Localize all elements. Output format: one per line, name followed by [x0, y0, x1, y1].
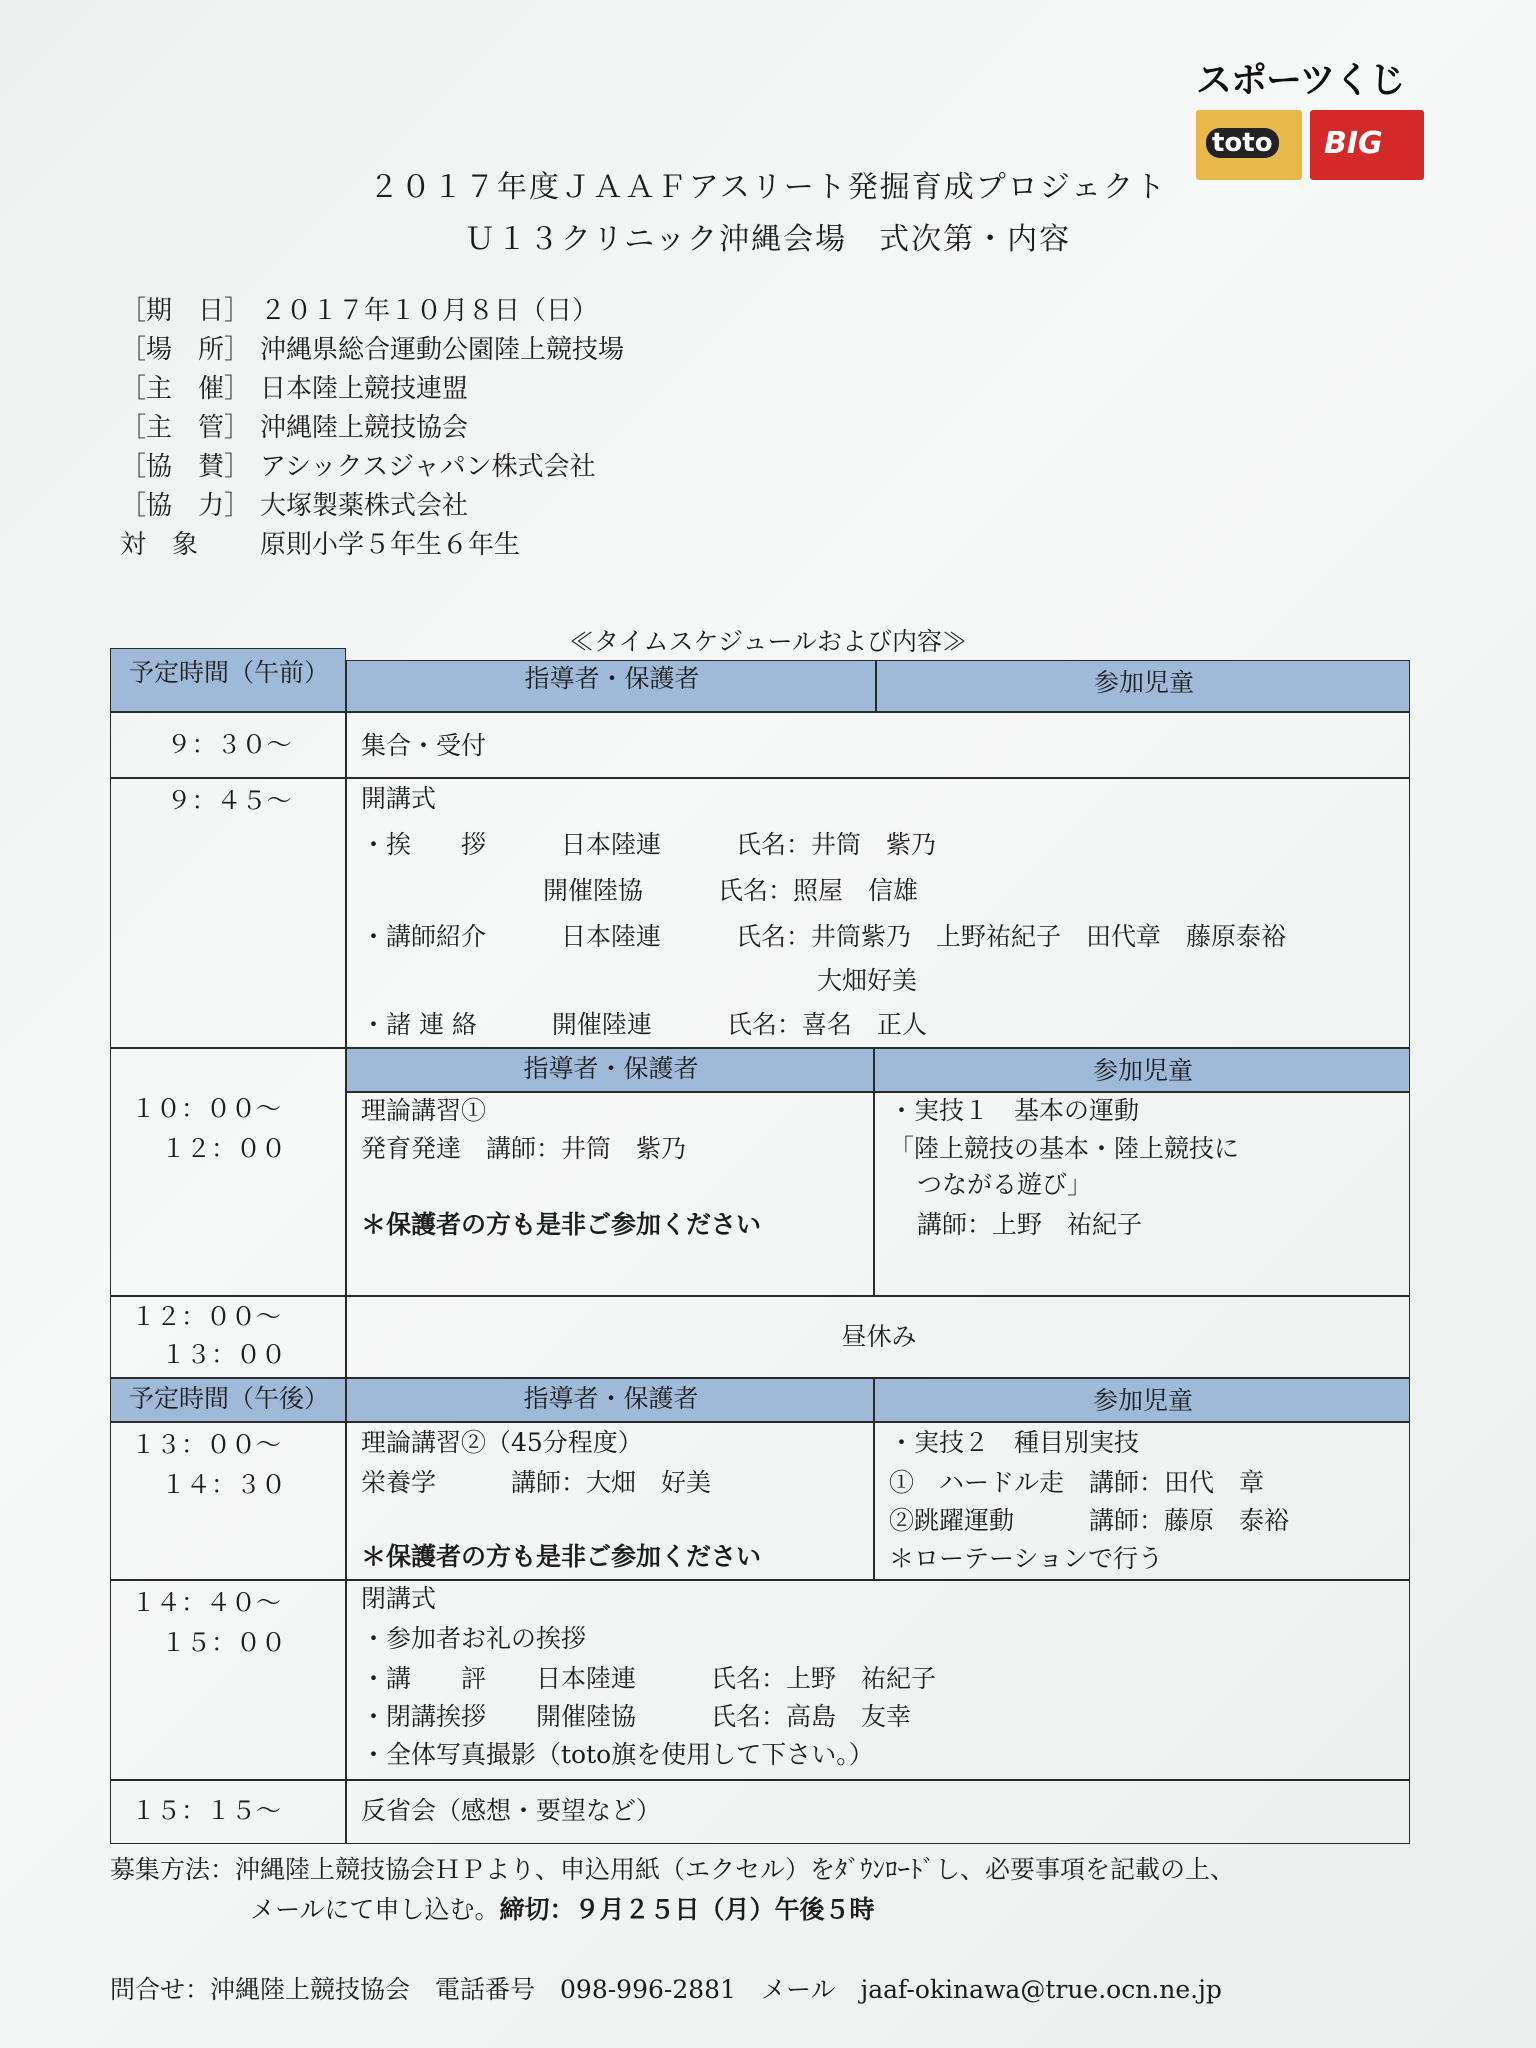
recruit-method: 募集方法：沖縄陸上競技協会ＨＰより、申込用紙（エクセル）をﾀﾞｳﾝﾛｰﾄﾞし、必要事項を記載の上、 [110, 1855, 1236, 1884]
info-value: 沖縄陸上競技協会 [260, 413, 469, 443]
schedule-title: ≪タイムスケジュールおよび内容≫ [568, 627, 967, 656]
guardians-line: 栄養学 講師：大畑 好美 [361, 1468, 712, 1497]
info-organizer [120, 370, 624, 409]
guardians-line: 理論講習① [361, 1096, 487, 1125]
children-line: ＊ローテーションで行う [889, 1544, 1164, 1573]
row-content-closing [346, 1580, 1410, 1780]
time-text: １３：００～ [131, 1430, 282, 1459]
time-text: １０：００～ [131, 1094, 282, 1123]
children-line: ・実技２ 種目別実技 [889, 1428, 1140, 1457]
big-label: BIG [1324, 126, 1383, 161]
info-value: 沖縄県総合運動公園陸上競技場 [260, 335, 625, 365]
time-text: １５：１５～ [131, 1796, 282, 1825]
info-label: ［協 力］ [120, 491, 251, 521]
info-label: ［主 催］ [120, 374, 251, 404]
row-content-opening [346, 778, 1410, 1048]
opening-line: ・講師紹介 日本陸連 氏名：井筒紫乃 上野祐紀子 田代章 藤原泰裕 [361, 922, 1287, 951]
row-content-lunch [346, 1296, 1410, 1378]
guardians-line: 発育発達 講師：井筒 紫乃 [361, 1134, 687, 1163]
children-line: 講師：上野 祐紀子 [917, 1210, 1143, 1239]
contact-info: 問合せ：沖縄陸上競技協会 電話番号 098-996-2881 メール jaaf-okinawa@true.ocn.ne.jp [110, 1975, 1222, 2004]
header-time-pm [110, 1378, 346, 1422]
event-info [120, 292, 624, 565]
time-text: ９：４５～ [166, 786, 292, 815]
info-label: ［主 管］ [120, 413, 251, 443]
closing-line: ・閉講挨拶 開催陸協 氏名：高島 友幸 [361, 1702, 912, 1731]
row-time [110, 712, 346, 778]
guardians-cell [346, 1422, 874, 1580]
closing-title: 閉講式 [361, 1584, 437, 1613]
info-value: アシックスジャパン株式会社 [260, 452, 596, 482]
subheader-label: 参加児童 [1092, 1386, 1193, 1415]
document-title: ２０１７年度ＪＡＡＦアスリート発掘育成プロジェクト [368, 170, 1168, 205]
info-sponsor [120, 448, 624, 487]
info-label: ［期 日］ [120, 296, 251, 326]
row-time [110, 778, 346, 1048]
recruit-method-2 [250, 1890, 875, 1926]
header-guardians [346, 660, 876, 712]
subheader-label: 指導者・保護者 [523, 1054, 699, 1083]
subheader-guardians [346, 1048, 874, 1092]
children-line: ① ハードル走 講師：田代 章 [889, 1468, 1265, 1497]
time-text: １２：００ [161, 1134, 287, 1163]
schedule-table [110, 648, 1410, 1844]
info-date [120, 292, 624, 331]
row-time [110, 1580, 346, 1780]
closing-line: ・参加者お礼の挨拶 [361, 1624, 587, 1653]
children-cell [874, 1422, 1410, 1580]
header-guardians-label: 指導者・保護者 [524, 664, 700, 693]
subheader-guardians [346, 1378, 874, 1422]
closing-line: ・講 評 日本陸連 氏名：上野 祐紀子 [361, 1664, 937, 1693]
header-children [876, 660, 1410, 712]
recruit-text: メールにて申し込む。 [250, 1895, 500, 1924]
info-label: ［場 所］ [120, 335, 251, 365]
info-value: ２０１７年１０月８日（日） [260, 296, 599, 326]
row-time [110, 1422, 346, 1580]
row-time [110, 1048, 346, 1296]
time-text: １４：３０ [161, 1470, 287, 1499]
guardians-line: 理論講習②（45分程度） [361, 1428, 643, 1457]
subheader-label: 指導者・保護者 [523, 1384, 699, 1413]
row-content [346, 1780, 1410, 1844]
subheader-label: 参加児童 [1092, 1056, 1193, 1085]
opening-title: 開講式 [361, 784, 437, 813]
children-line: つながる遊び」 [917, 1170, 1093, 1199]
guardians-note: ＊保護者の方も是非ご参加ください [361, 1210, 762, 1239]
children-line: ②跳躍運動 講師：藤原 泰裕 [889, 1506, 1290, 1535]
opening-line: ・諸 連 絡 開催陸連 氏名：喜名 正人 [361, 1010, 927, 1039]
time-text: １５：００ [161, 1628, 287, 1657]
header-time-am [110, 648, 346, 712]
closing-line: ・全体写真撮影（toto旗を使用して下さい。） [361, 1740, 874, 1769]
document-subtitle: Ｕ１３クリニック沖縄会場 式次第・内容 [464, 222, 1072, 257]
header-children-label: 参加児童 [1093, 668, 1194, 697]
info-value: 原則小学５年生６年生 [260, 530, 521, 560]
content-text: 集合・受付 [361, 731, 487, 760]
content-text: 反省会（感想・要望など） [361, 1796, 662, 1825]
info-label: 対 象 [120, 530, 199, 560]
guardians-cell [346, 1092, 874, 1296]
info-label: ［協 賛］ [120, 452, 251, 482]
info-target [120, 526, 624, 565]
opening-line: ・挨 拶 日本陸連 氏名：井筒 紫乃 [361, 830, 937, 859]
opening-line: 大畑好美 [817, 966, 918, 995]
header-time-pm-label: 予定時間（午後） [128, 1384, 329, 1413]
time-text: １２：００～ [131, 1302, 282, 1331]
opening-line: 開催陸協 氏名：照屋 信雄 [543, 876, 919, 905]
info-value: 大塚製薬株式会社 [260, 491, 469, 521]
info-value: 日本陸上競技連盟 [260, 374, 469, 404]
children-cell [874, 1092, 1410, 1296]
children-line: ・実技１ 基本の運動 [889, 1096, 1140, 1125]
row-time [110, 1296, 346, 1378]
subheader-children [874, 1048, 1410, 1092]
info-cooperation [120, 487, 624, 526]
row-content [346, 712, 1410, 778]
toto-label: toto [1206, 128, 1279, 158]
header-time-am-label: 予定時間（午前） [128, 658, 329, 687]
info-manager [120, 409, 624, 448]
deadline: 締切：９月２５日（月）午後５時 [499, 1895, 875, 1924]
info-venue [120, 331, 624, 370]
time-text: １４：４０～ [131, 1588, 282, 1617]
time-text: １３：００ [161, 1340, 287, 1369]
time-text: ９：３０～ [166, 730, 292, 759]
subheader-children [874, 1378, 1410, 1422]
children-line: 「陸上競技の基本・陸上競技に [889, 1134, 1240, 1163]
logo-text: スポーツくじ [1196, 60, 1405, 101]
row-time [110, 1780, 346, 1844]
content-text: 昼休み [841, 1322, 917, 1351]
guardians-note: ＊保護者の方も是非ご参加ください [361, 1542, 762, 1571]
